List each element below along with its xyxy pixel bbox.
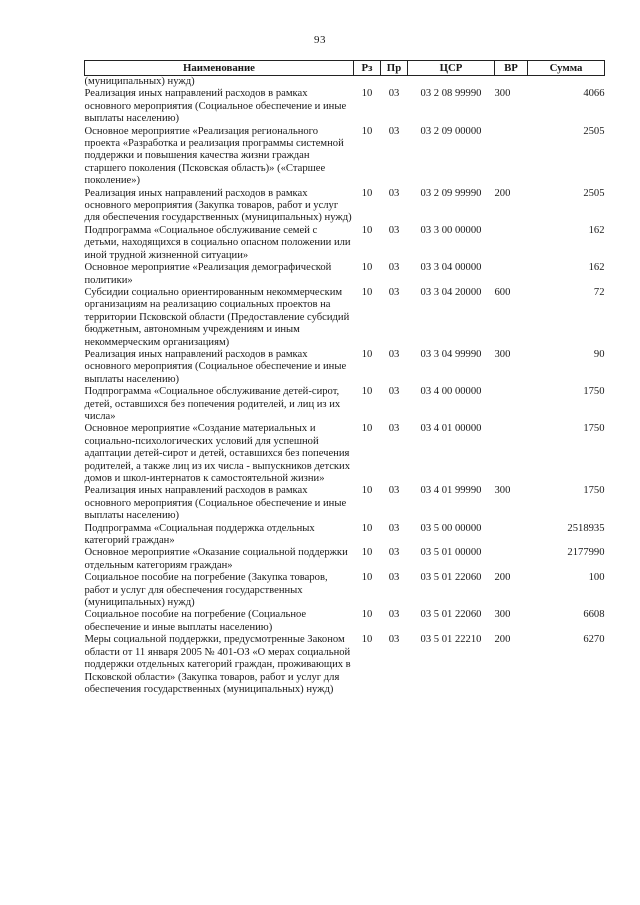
row-rz: 10: [361, 125, 373, 137]
row-vr: 300: [494, 88, 511, 100]
row-vr: 200: [494, 187, 511, 199]
row-csr: 03 2 09 00000: [420, 125, 482, 137]
row-vr: 300: [494, 609, 511, 621]
table-row: [85, 609, 605, 634]
table-header: [85, 61, 605, 76]
table-row: [85, 126, 605, 188]
row-vr: 300: [494, 348, 511, 360]
row-sum: 2177990: [567, 547, 605, 559]
budget-table: [84, 60, 605, 696]
row-csr: 03 5 00 00000: [420, 522, 482, 534]
row-sum: 90: [593, 348, 605, 360]
row-vr: [495, 225, 528, 262]
row-name: Социальное пособие на погребение (Закупка товаров, работ и услуг для обеспечения государственных (муниципальных) нужд): [84, 572, 328, 609]
row-pr: 03: [388, 547, 400, 559]
row-csr: 03 5 01 00000: [420, 547, 482, 559]
table-row: [85, 349, 605, 386]
header-sum: Сумма: [528, 61, 605, 76]
row-sum: 4066: [583, 88, 605, 100]
row-name: Основное мероприятие «Оказание социальной поддержки отдельным категориям граждан»: [84, 547, 348, 571]
row-name: Основное мероприятие «Реализация регионального проекта «Разработка и реализация программы системной поддержки и повышения качества жизни граждан старшего поколения (Псковская область)» («Старшее поколение»): [84, 125, 344, 187]
row-csr: 03 4 01 00000: [420, 423, 482, 435]
table-row: [85, 262, 605, 287]
row-pr: 03: [388, 522, 400, 534]
row-sum: 72: [593, 286, 605, 298]
row-name: Меры социальной поддержки, предусмотренные Законом области от 11 января 2005 № 401-ОЗ «О мерах социальной поддержки отдельных категорий граждан, проживающих в Псковской области» (Закупка товаров, работ и услуг для обеспечения государственных (муниципальных) нужд): [84, 634, 351, 695]
table-row: [85, 423, 605, 485]
row-pr: 03: [388, 423, 400, 435]
row-sum: 2518935: [567, 522, 605, 534]
row-name: Социальное пособие на погребение (Социальное обеспечение и иные выплаты населению): [84, 609, 307, 633]
row-pr: 03: [388, 386, 400, 398]
table-row: [85, 386, 605, 423]
row-name: Реализация иных направлений расходов в рамках основного мероприятия (Социальное обеспечение и иные выплаты населению): [84, 348, 347, 385]
row-rz: 10: [361, 423, 373, 435]
row-pr: 03: [388, 634, 400, 646]
row-pr: [381, 76, 408, 89]
row-name: Субсидии социально ориентированным некоммерческим организациям на реализацию социальных проектов на территории Псковской области (Предоставление субсидий бюджетным, автономным учреждениям и иным некоммерческим организациям): [84, 286, 350, 348]
row-csr: 03 3 00 00000: [420, 224, 482, 236]
row-vr: 200: [494, 634, 511, 646]
header-pr: Пр: [381, 61, 408, 76]
row-sum: 2505: [583, 125, 605, 137]
header-row: [85, 61, 605, 76]
row-name: Основное мероприятие «Создание материальных и социально-психологических условий для успешной адаптации детей-сирот и детей, оставшихся без попечения родителей, а также лиц из их числа - выпускников детских домов и школ-интернатов к самостоятельной жизни»: [84, 423, 351, 484]
row-csr: 03 3 04 00000: [420, 262, 482, 274]
table-row: [85, 188, 605, 225]
row-sum: 162: [588, 224, 605, 236]
row-pr: 03: [388, 286, 400, 298]
row-name: Основное мероприятие «Реализация демографической политики»: [84, 262, 332, 286]
table-row: [85, 76, 605, 89]
row-name: Реализация иных направлений расходов в рамках основного мероприятия (Закупка товаров, работ и услуг для обеспечения государственных (муниципальных) нужд): [84, 187, 352, 224]
row-name: Реализация иных направлений расходов в рамках основного мероприятия (Социальное обеспечение и иные выплаты населению): [84, 485, 347, 522]
row-sum: 1750: [583, 485, 605, 497]
row-sum: [528, 76, 605, 89]
table-body: [85, 76, 605, 697]
row-name: Подпрограмма «Социальное обслуживание семей с детьми, находящихся в социально опасном положении или иной трудной жизненной ситуации»: [84, 224, 351, 261]
row-rz: 10: [361, 634, 373, 646]
row-vr: 200: [494, 572, 511, 584]
row-csr: 03 5 01 22060: [420, 609, 482, 621]
row-rz: 10: [361, 572, 373, 584]
row-vr: [495, 126, 528, 188]
row-sum: 162: [588, 262, 605, 274]
header-rz: Рз: [354, 61, 381, 76]
row-vr: [495, 262, 528, 287]
row-rz: 10: [361, 224, 373, 236]
row-name: Реализация иных направлений расходов в рамках основного мероприятия (Социальное обеспечение и иные выплаты населению): [84, 88, 347, 125]
row-sum: 1750: [583, 386, 605, 398]
row-name: Подпрограмма «Социальное обслуживание детей-сирот, детей, оставшихся без попечения родителей, и лиц из их числа»: [84, 386, 341, 422]
header-csr: ЦСР: [408, 61, 495, 76]
header-vr: ВР: [495, 61, 528, 76]
row-vr: [495, 547, 528, 572]
row-rz: 10: [361, 88, 373, 100]
table-row: [85, 225, 605, 262]
row-csr: 03 3 04 99990: [420, 348, 482, 360]
row-pr: 03: [388, 485, 400, 497]
row-vr: [495, 76, 528, 89]
row-pr: 03: [388, 224, 400, 236]
row-pr: 03: [388, 348, 400, 360]
row-pr: 03: [388, 572, 400, 584]
row-csr: 03 3 04 20000: [420, 286, 482, 298]
row-rz: [354, 76, 381, 89]
table-row: [85, 523, 605, 548]
table-row: [85, 88, 605, 125]
row-name: Подпрограмма «Социальная поддержка отдельных категорий граждан»: [84, 522, 315, 547]
row-csr: 03 4 01 99990: [420, 485, 482, 497]
row-pr: 03: [388, 187, 400, 199]
row-vr: [495, 523, 528, 548]
row-csr: 03 5 01 22060: [420, 572, 482, 584]
row-sum: 1750: [583, 423, 605, 435]
row-csr: 03 2 09 99990: [420, 187, 482, 199]
row-csr: 03 2 08 99990: [420, 88, 482, 100]
row-rz: 10: [361, 348, 373, 360]
row-vr: [495, 386, 528, 423]
row-pr: 03: [388, 609, 400, 621]
row-csr: 03 4 00 00000: [420, 386, 482, 398]
row-sum: 2505: [583, 187, 605, 199]
row-sum: 6270: [583, 634, 605, 646]
row-rz: 10: [361, 485, 373, 497]
row-rz: 10: [361, 386, 373, 398]
row-sum: 6608: [583, 609, 605, 621]
row-vr: 300: [494, 485, 511, 497]
row-rz: 10: [361, 547, 373, 559]
row-pr: 03: [388, 88, 400, 100]
header-name: Наименование: [85, 61, 354, 76]
table-row: [85, 287, 605, 349]
row-vr: 600: [494, 286, 511, 298]
table-row: [85, 572, 605, 609]
row-csr: 03 5 01 22210: [420, 634, 482, 646]
row-pr: 03: [388, 262, 400, 274]
table-row: [85, 485, 605, 522]
page-number: 93: [314, 34, 326, 46]
row-rz: 10: [361, 262, 373, 274]
row-name: (муниципальных) нужд): [84, 76, 195, 87]
row-rz: 10: [361, 187, 373, 199]
table-row: [85, 547, 605, 572]
row-csr: [408, 76, 495, 89]
table-row: [85, 634, 605, 696]
row-pr: 03: [388, 125, 400, 137]
row-sum: 100: [588, 572, 605, 584]
row-rz: 10: [361, 286, 373, 298]
row-rz: 10: [361, 522, 373, 534]
row-rz: 10: [361, 609, 373, 621]
row-vr: [495, 423, 528, 485]
